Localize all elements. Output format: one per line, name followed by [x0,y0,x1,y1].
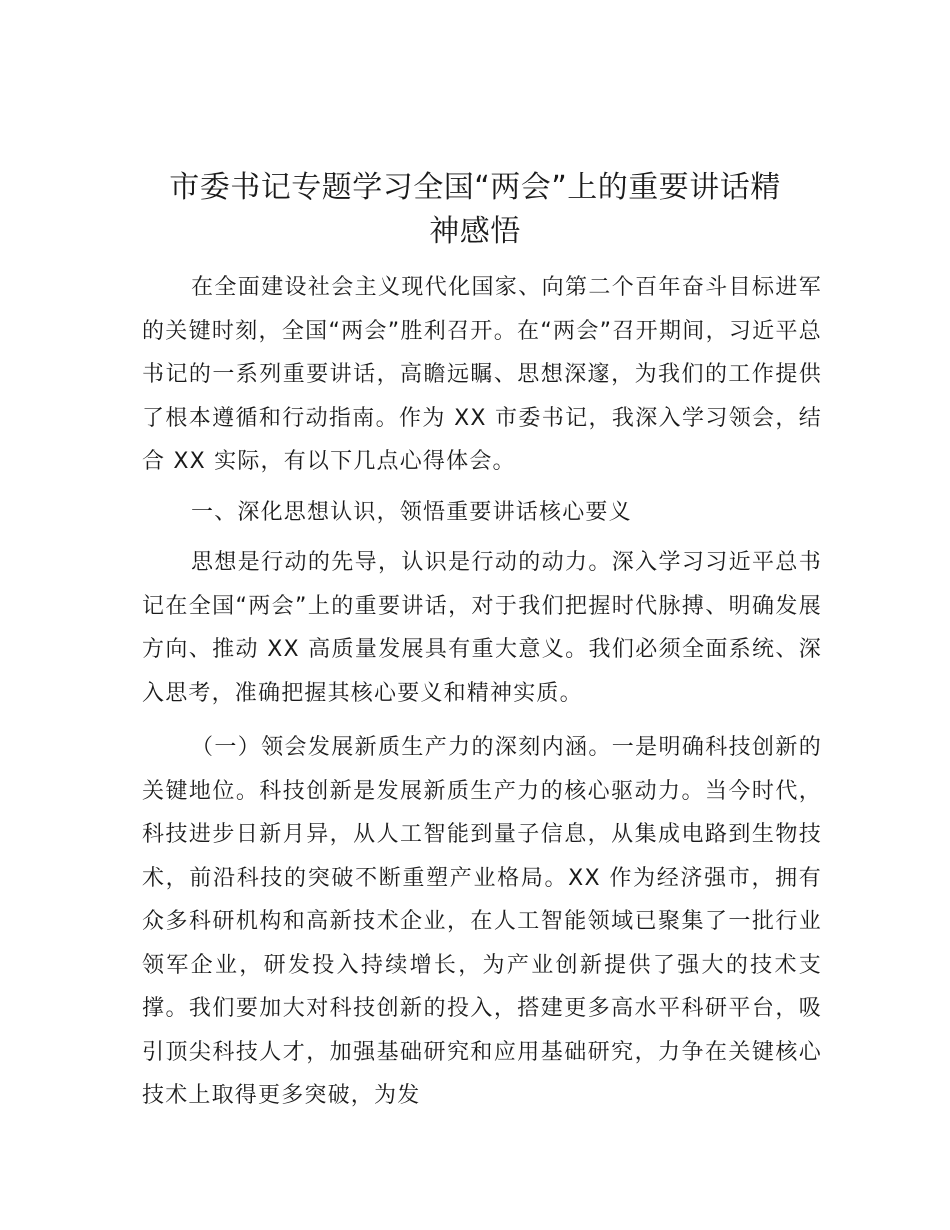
document-body [142,266,822,1118]
thought-paragraph: 思想是行动的先导，认识是行动的动力。深入学习习近平总书记在全国“两会”上的重要讲话，对于我们把握时代脉搏、明确发展方向、推动 XX 高质量发展具有重大意义。我们必须全面系统、深入思考，准确把握其核心要义和精神实质。 [142,550,822,706]
title-line-2: 神感悟 [429,214,521,249]
subsection-paragraph-1: （一）领会发展新质生产力的深刻内涵。一是明确科技创新的关键地位。科技创新是发展新质生产力的核心驱动力。当今时代，科技进步日新月异，从人工智能到量子信息，从集成电路到生物技术，前沿科技的突破不断重塑产业格局。XX 作为经济强市，拥有众多科研机构和高新技术企业，在人工智能领域已聚集了一批行业领军企业，研发投入持续增长，为产业创新提供了强大的技术支撑。我们要加大对科技创新的投入，搭建更多高水平科研平台，吸引顶尖科技人才，加强基础研究和应用基础研究，力争在关键核心技术上取得更多突破，为发 [142,735,822,1108]
title-line-1: 市委书记专题学习全国“两会”上的重要讲话精 [169,170,781,205]
section-heading-1: 一、深化思想认识，领悟重要讲话核心要义 [191,499,632,525]
intro-paragraph: 在全面建设社会主义现代化国家、向第二个百年奋斗目标进军的关键时刻，全国“两会”胜利召开。在“两会”召开期间，习近平总书记的一系列重要讲话，高瞻远瞩、思想深邃，为我们的工作提供了根本遵循和行动指南。作为 XX 市委书记，我深入学习领会，结合 XX 实际，有以下几点心得体会。 [142,275,822,474]
document-title [120,166,830,254]
